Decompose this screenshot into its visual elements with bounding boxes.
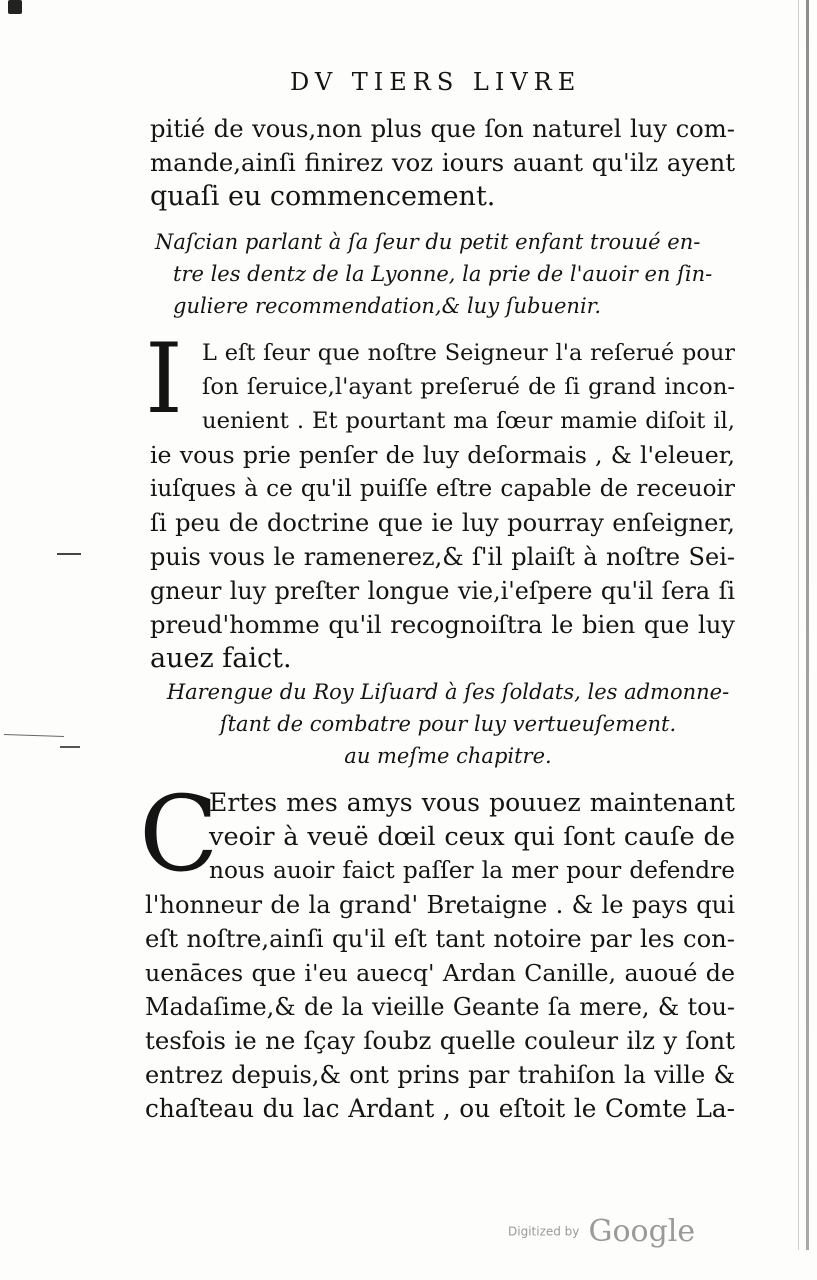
text-line: entrez depuis,& ont prins par trahiſon la ville & <box>145 1061 735 1089</box>
paragraph-continuation <box>150 112 735 214</box>
text-line: pitié de vous,non plus que ſon naturel luy com- <box>150 114 735 143</box>
text-line: chaſteau du lac Ardant , ou eſtoit le Comte La- <box>145 1094 735 1123</box>
text-line: preud'homme qu'il recognoiſtra le bien que luy <box>150 610 735 639</box>
text-line: ſi peu de doctrine que ie luy pourray enſeigner, <box>150 509 735 537</box>
google-logo: Google <box>588 1214 696 1249</box>
page-gutter-line <box>798 0 799 1250</box>
heading-line: au meſme chapitre. <box>344 744 552 768</box>
text-line: iuſques à ce qu'il puiſſe eſtre capable de receuoir <box>150 476 735 502</box>
text-line: tesfois ie ne ſçay ſoubz quelle couleur ilz y ſont <box>145 1026 735 1055</box>
text-line: uenāces que i'eu auecq' Ardan Canille, auoué de <box>145 959 735 987</box>
margin-mark <box>57 553 81 555</box>
scan-edge-mark <box>8 0 22 14</box>
text-line: auez faict. <box>150 643 292 674</box>
text-line: l'honneur de la grand' Bretaigne . & le pays qui <box>145 891 735 919</box>
text-line: ſon ſeruice,l'ayant preſerué de ſi grand incon- <box>202 374 735 400</box>
text-line: nous auoir faict paſſer la mer pour defendre <box>209 857 735 884</box>
page-gutter-shadow <box>806 0 809 1250</box>
margin-mark <box>60 746 80 748</box>
section-heading <box>158 676 738 772</box>
text-line: puis vous le ramenerez,& ſ'il plaiſt à noſtre Sei- <box>150 543 735 571</box>
text-line: mande,ainſi finirez voz iours auant qu'ilz ayent <box>150 148 735 177</box>
heading-line: Harengue du Roy Liſuard à ſes ſoldats, les admonne- <box>166 680 730 704</box>
drop-cap: I <box>145 323 183 435</box>
digitized-watermark <box>508 1214 695 1249</box>
running-header: DV TIERS LIVRE <box>290 68 582 96</box>
paragraph <box>145 323 735 676</box>
text-line: Madaſime,& de la vieille Geante ſa mere, & tou- <box>145 993 735 1021</box>
watermark-prefix: Digitized by <box>508 1224 580 1239</box>
drop-cap: C <box>139 773 219 895</box>
text-line: gneur luy preſter longue vie,i'eſpere qu'il ſera ſi <box>150 577 735 605</box>
heading-line: Naſcian parlant à ſa ſeur du petit enfant trouué en- <box>155 230 701 254</box>
section-heading <box>155 226 735 322</box>
margin-mark <box>4 734 64 737</box>
text-line: uenient . Et pourtant ma ſœur mamie diſoit il, <box>202 408 735 434</box>
text-line: veoir à veuë dœil ceux qui ſont cauſe de <box>209 822 735 852</box>
heading-line: guliere recommendation,& luy ſubuenir. <box>173 294 602 318</box>
text-line: eſt noſtre,ainſi qu'il eſt tant notoire par les con- <box>145 924 735 953</box>
heading-line: ſtant de combatre pour luy vertueuſement. <box>219 712 677 736</box>
paragraph <box>139 773 735 1126</box>
text-line: quaſi eu commencement. <box>150 181 496 212</box>
text-line: Ertes mes amys vous pouuez maintenant <box>209 788 735 817</box>
heading-line: tre les dentz de la Lyonne, la prie de l'auoir en ſin- <box>173 262 713 286</box>
text-line: L eſt ſeur que noſtre Seigneur l'a reſerué pour <box>202 340 735 366</box>
text-line: ie vous prie penſer de luy deſormais , & l'eleuer, <box>150 441 735 469</box>
